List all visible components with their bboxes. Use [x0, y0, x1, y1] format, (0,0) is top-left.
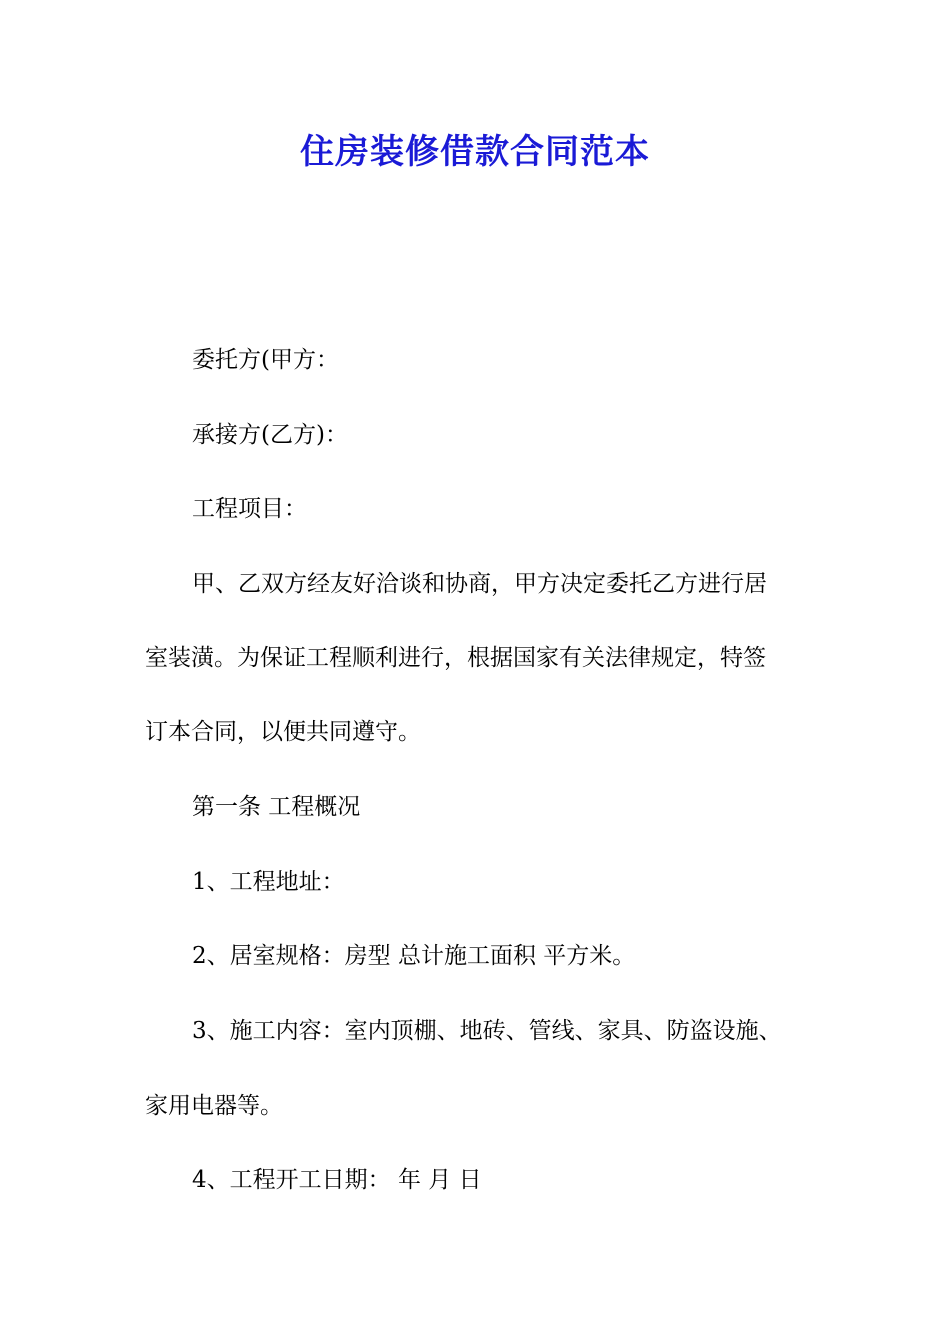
article-1-heading: 第一条 工程概况 — [192, 794, 361, 820]
party-b-line: 承接方(乙方)： — [192, 422, 348, 448]
intro-paragraph-line-1: 甲、乙双方经友好洽谈和协商，甲方决定委托乙方进行居 — [192, 571, 767, 597]
intro-paragraph-line-3: 订本合同，以便共同遵守。 — [145, 719, 421, 745]
document-title: 住房装修借款合同范本 — [300, 132, 650, 172]
item-1-address: 1、工程地址： — [192, 869, 345, 895]
item-3-content-line-2: 家用电器等。 — [145, 1093, 283, 1119]
item-2-room-spec: 2、居室规格：房型 总计施工面积 平方米。 — [192, 943, 636, 969]
item-3-content-line-1: 3、施工内容：室内顶棚、地砖、管线、家具、防盗设施、 — [192, 1018, 782, 1044]
party-a-line: 委托方(甲方： — [192, 347, 339, 373]
intro-paragraph-line-2: 室装潢。为保证工程顺利进行，根据国家有关法律规定，特签 — [145, 645, 766, 671]
item-4-start-date: 4、工程开工日期： 年 月 日 — [192, 1167, 482, 1193]
project-line: 工程项目： — [192, 496, 307, 522]
